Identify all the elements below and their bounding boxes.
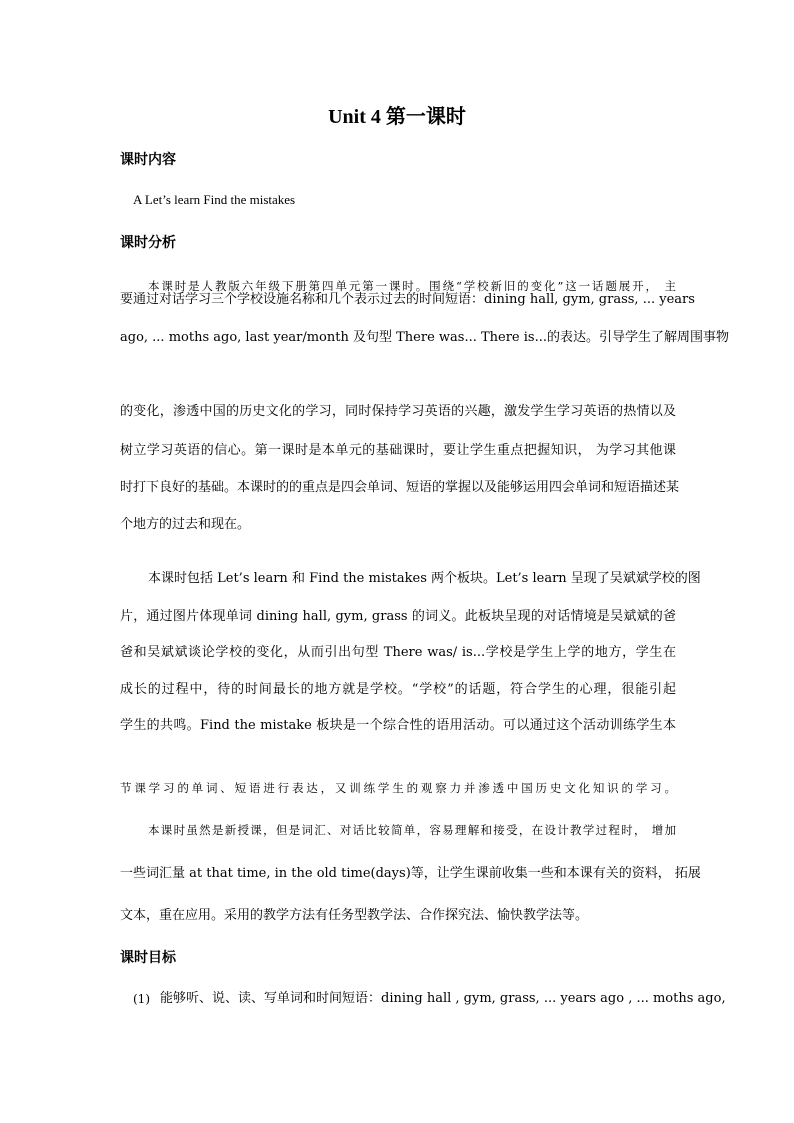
analysis-line: 学生的共鸣。Find the mistake 板块是一个综合性的语用活动。可以通过这个活动训练学生本 [120, 718, 676, 733]
analysis-line: 成长的过程中，待的时间最长的地方就是学校。“学校”的话题，符合学生的心理，很能引起 [120, 682, 676, 697]
analysis-line: 一些词汇量 at that time, in the old time(days)等，让学生课前收集一些和本课有关的资料， 拓展 [120, 866, 701, 881]
analysis-line: 时打下良好的基础。本课时的的重点是四会单词、短语的掌握以及能够运用四会单词和短语描述某 [120, 480, 680, 495]
section-heading-analysis: 课时分析 [120, 235, 176, 251]
analysis-line: 文本，重在应用。采用的教学方法有任务型教学法、合作探究法、愉快教学法等。 [120, 908, 589, 923]
analysis-line: 爸和吴斌斌谈论学校的变化，从而引出句型 There was/ is...学校是学生上学的地方，学生在 [120, 645, 676, 660]
analysis-line: 节课学习的单词、短语进行表达，又训练学生的观察力并渗透中国历史文化知识的学习。 [120, 781, 676, 795]
section-heading-content: 课时内容 [120, 152, 176, 168]
goal-number: (1) [133, 992, 150, 1006]
analysis-line: 树立学习英语的信心。第一课时是本单元的基础课时，要让学生重点把握知识， 为学习其他课 [120, 443, 676, 458]
content-text: A Let’s learn Find the mistakes [133, 192, 296, 207]
analysis-line: 的变化，渗透中国的历史文化的学习，同时保持学习英语的兴趣，激发学生学习英语的热情以及 [120, 404, 676, 419]
analysis-line: 本课时是人教版六年级下册第四单元第一课时。围绕“学校新旧的变化”这一话题展开， 主 [148, 279, 676, 293]
analysis-line: 片，通过图片体现单词 dining hall, gym, grass 的词义。此板块呈现的对话情境是吴斌斌的爸 [120, 609, 676, 624]
analysis-line: ago, ... moths ago, last year/month 及句型 There was... There is...的表达。引导学生了解周围事物 [120, 330, 729, 345]
analysis-line: 要通过对话学习三个学校设施名称和几个表示过去的时间短语：dining hall, gym, grass, ... years [120, 292, 695, 307]
document-title: Unit 4 第一课时 [328, 106, 466, 128]
goal-text: 能够听、说、读、写单词和时间短语：dining hall , gym, grass, ... years ago , ... moths ago, [160, 991, 726, 1006]
analysis-line: 本课时虽然是新授课，但是词汇、对话比较简单，容易理解和接受，在设计教学过程时， 增加 [148, 823, 676, 837]
analysis-line: 个地方的过去和现在。 [120, 517, 251, 532]
section-heading-goals: 课时目标 [120, 950, 176, 966]
analysis-line: 本课时包括 Let’s learn 和 Find the mistakes 两个板块。Let’s learn 呈现了吴斌斌学校的图 [148, 571, 701, 586]
